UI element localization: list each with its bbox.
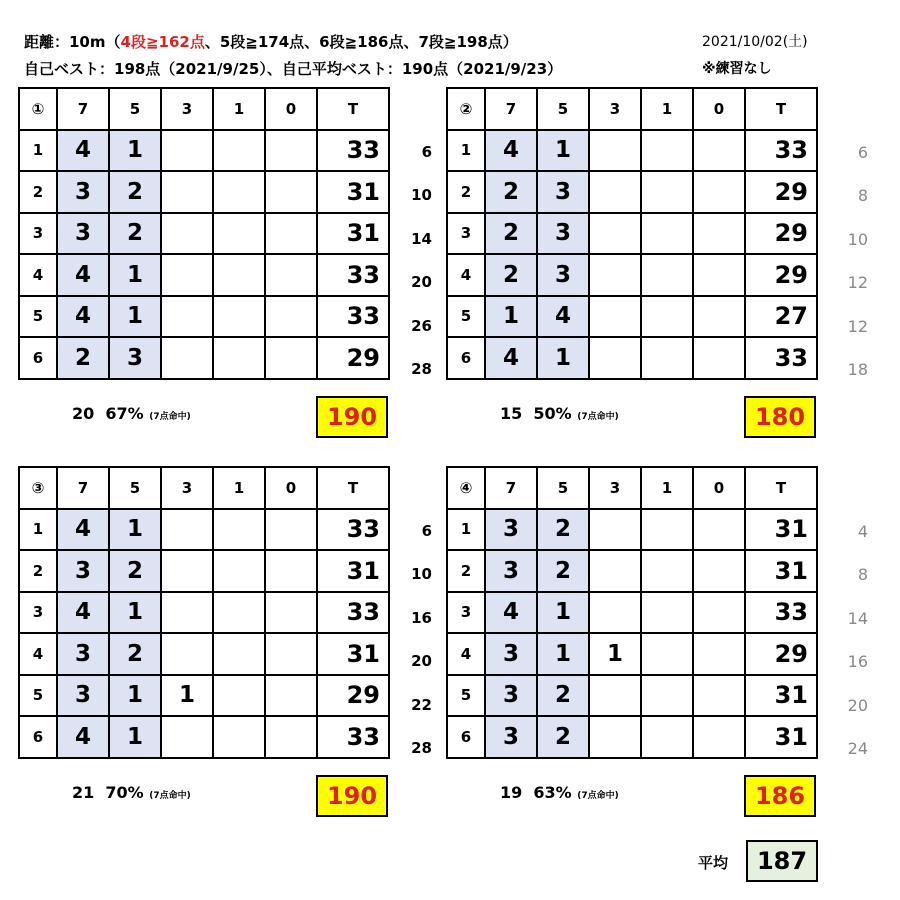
score-cell: 1 [109, 509, 161, 551]
end-total: 31 [317, 633, 389, 675]
score-cell: 1 [537, 633, 589, 675]
score-cell [589, 130, 641, 172]
score-cell [213, 337, 265, 379]
cumulative-count: 12 [847, 316, 868, 336]
score-cell [213, 509, 265, 551]
end-total: 29 [745, 633, 817, 675]
score-cell: 2 [109, 633, 161, 675]
score-cell [693, 254, 745, 296]
hit-count: 21 [72, 782, 95, 802]
score-cell: 2 [537, 675, 589, 717]
hit-summary [500, 783, 619, 802]
column-header: T [317, 88, 389, 130]
cumulative-count: 8 [857, 565, 868, 584]
hit-summary [72, 783, 191, 802]
score-cell [693, 337, 745, 379]
grade-4-threshold: 4段≧162点 [120, 33, 205, 51]
score-cell [161, 716, 213, 758]
score-cell [589, 337, 641, 379]
score-cell: 4 [537, 296, 589, 338]
score-cell: 3 [537, 171, 589, 213]
column-header: 0 [265, 88, 317, 130]
end-row [19, 592, 389, 634]
round-total: 190 [316, 775, 388, 817]
end-row [447, 675, 817, 717]
end-total: 29 [745, 254, 817, 296]
score-cell [265, 130, 317, 172]
end-number: 6 [447, 716, 485, 758]
end-number: 5 [447, 675, 485, 717]
cumulative-count: 16 [847, 652, 868, 671]
score-cell [265, 592, 317, 634]
score-cell: 2 [109, 213, 161, 255]
score-cell: 3 [485, 550, 537, 592]
hit-note: (7点命中) [149, 411, 191, 422]
score-cell [641, 675, 693, 717]
score-cell [589, 675, 641, 717]
score-cell [213, 592, 265, 634]
round-label: ④ [447, 467, 485, 509]
end-total: 29 [745, 171, 817, 213]
score-cell [641, 592, 693, 634]
score-cell [641, 171, 693, 213]
column-header: 5 [109, 467, 161, 509]
hit-count: 15 [500, 403, 523, 423]
hit-count: 19 [500, 782, 523, 802]
cumulative-count: 26 [411, 316, 432, 335]
end-row [447, 171, 817, 213]
end-total: 33 [745, 130, 817, 172]
score-cell [693, 296, 745, 338]
end-number: 4 [19, 633, 57, 675]
end-number: 4 [19, 254, 57, 296]
score-cell [265, 337, 317, 379]
score-cell: 4 [57, 130, 109, 172]
score-cell: 3 [485, 675, 537, 717]
end-number: 2 [447, 171, 485, 213]
round-total: 186 [744, 775, 816, 817]
end-total: 29 [317, 337, 389, 379]
cumulative-count: 10 [411, 565, 432, 583]
hit-percent: 63% [533, 782, 572, 802]
cumulative-count: 20 [847, 695, 868, 715]
score-cell [641, 254, 693, 296]
end-number: 4 [447, 254, 485, 296]
hit-count: 20 [72, 403, 95, 423]
end-total: 31 [317, 213, 389, 255]
column-header: 5 [109, 88, 161, 130]
score-cell [213, 296, 265, 338]
score-cell [161, 130, 213, 172]
end-row [447, 633, 817, 675]
score-cell [693, 675, 745, 717]
score-cell [161, 254, 213, 296]
score-cell: 2 [537, 716, 589, 758]
score-cell: 1 [109, 592, 161, 634]
column-header: 0 [265, 467, 317, 509]
score-cell: 3 [57, 550, 109, 592]
distance-prefix: 距離：10m（ [24, 33, 121, 51]
column-header: 3 [161, 467, 213, 509]
score-cell [693, 550, 745, 592]
end-row [19, 550, 389, 592]
score-cell [161, 633, 213, 675]
end-total: 31 [317, 550, 389, 592]
score-cell [265, 213, 317, 255]
distance-line [24, 31, 518, 52]
score-cell: 1 [537, 130, 589, 172]
score-cell [589, 296, 641, 338]
score-cell [161, 550, 213, 592]
end-total: 33 [317, 296, 389, 338]
column-header: 1 [641, 467, 693, 509]
end-number: 6 [447, 337, 485, 379]
end-row [447, 716, 817, 758]
score-cell: 3 [537, 213, 589, 255]
score-cell: 1 [537, 337, 589, 379]
score-cell [213, 213, 265, 255]
grade-thresholds: 、5段≧174点、6段≧186点、7段≧198点） [204, 33, 518, 51]
hit-note: (7点命中) [577, 790, 619, 801]
end-total: 33 [317, 592, 389, 634]
end-row [19, 716, 389, 758]
round-label: ② [447, 88, 485, 130]
score-cell: 2 [109, 550, 161, 592]
end-row [447, 592, 817, 634]
end-total: 31 [745, 550, 817, 592]
score-cell [589, 213, 641, 255]
score-cell [693, 130, 745, 172]
cumulative-count: 14 [411, 229, 432, 248]
column-header: 1 [641, 88, 693, 130]
score-cell [213, 633, 265, 675]
cumulative-count: 6 [421, 142, 432, 161]
end-row [447, 509, 817, 551]
score-cell [589, 550, 641, 592]
score-cell [641, 130, 693, 172]
end-total: 33 [317, 130, 389, 172]
score-cell: 2 [57, 337, 109, 379]
score-cell [693, 633, 745, 675]
end-number: 3 [19, 213, 57, 255]
column-header: 3 [161, 88, 213, 130]
end-total: 31 [745, 675, 817, 717]
hit-summary [72, 404, 191, 423]
score-cell: 2 [485, 254, 537, 296]
cumulative-count: 10 [411, 186, 432, 204]
score-cell: 1 [109, 130, 161, 172]
score-cell [213, 550, 265, 592]
score-cell [589, 592, 641, 634]
cumulative-count: 20 [411, 652, 432, 670]
score-cell [213, 171, 265, 213]
end-row [19, 337, 389, 379]
column-header: T [317, 467, 389, 509]
end-total: 31 [745, 509, 817, 551]
end-total: 33 [317, 254, 389, 296]
score-cell [213, 254, 265, 296]
score-cell [589, 509, 641, 551]
column-header: T [745, 467, 817, 509]
end-total: 29 [745, 213, 817, 255]
end-number: 2 [447, 550, 485, 592]
round-total: 180 [744, 396, 816, 438]
score-cell: 2 [485, 171, 537, 213]
score-cell: 1 [485, 296, 537, 338]
cumulative-count: 14 [847, 608, 868, 628]
column-header: 3 [589, 467, 641, 509]
round-1-table [18, 87, 390, 380]
hit-summary [500, 404, 619, 423]
score-cell [213, 675, 265, 717]
column-header: 1 [213, 88, 265, 130]
hit-percent: 70% [105, 782, 144, 802]
cumulative-count: 28 [411, 360, 432, 378]
score-cell [161, 296, 213, 338]
score-cell: 4 [57, 509, 109, 551]
score-cell [265, 254, 317, 296]
score-cell [161, 592, 213, 634]
score-cell [641, 296, 693, 338]
hit-percent: 50% [533, 403, 572, 423]
end-number: 4 [447, 633, 485, 675]
score-cell [693, 213, 745, 255]
cumulative-count: 12 [847, 273, 868, 292]
round-3-table [18, 466, 390, 759]
score-cell: 4 [485, 337, 537, 379]
end-row [19, 675, 389, 717]
score-cell [693, 716, 745, 758]
score-cell: 2 [537, 509, 589, 551]
hit-note: (7点命中) [149, 790, 191, 801]
score-cell [265, 296, 317, 338]
score-cell: 4 [57, 296, 109, 338]
round-label: ① [19, 88, 57, 130]
column-header: 7 [57, 88, 109, 130]
cumulative-count: 4 [857, 521, 868, 541]
score-cell [693, 592, 745, 634]
round-label: ③ [19, 467, 57, 509]
score-cell [265, 633, 317, 675]
score-cell [161, 213, 213, 255]
score-cell [213, 716, 265, 758]
score-cell [641, 550, 693, 592]
score-cell [641, 213, 693, 255]
score-cell [589, 716, 641, 758]
end-total: 31 [745, 716, 817, 758]
round-total: 190 [316, 396, 388, 438]
score-cell: 2 [485, 213, 537, 255]
score-cell: 3 [109, 337, 161, 379]
personal-best-line: 自己ベスト：198点（2021/9/25）、自己平均ベスト：190点（2021/9/23） [24, 60, 563, 78]
score-cell [641, 716, 693, 758]
end-number: 5 [19, 296, 57, 338]
end-number: 1 [447, 509, 485, 551]
column-header: 7 [485, 467, 537, 509]
score-cell: 1 [109, 716, 161, 758]
score-cell [693, 509, 745, 551]
end-number: 2 [19, 550, 57, 592]
score-cell: 2 [537, 550, 589, 592]
column-header: 5 [537, 88, 589, 130]
end-number: 3 [447, 592, 485, 634]
column-header: T [745, 88, 817, 130]
end-total: 33 [745, 337, 817, 379]
end-row [19, 130, 389, 172]
cumulative-count: 6 [857, 142, 868, 162]
end-number: 5 [447, 296, 485, 338]
score-cell [213, 130, 265, 172]
score-cell: 3 [537, 254, 589, 296]
end-number: 1 [447, 130, 485, 172]
score-cell: 3 [485, 509, 537, 551]
cumulative-count: 18 [847, 360, 868, 379]
score-cell: 1 [537, 592, 589, 634]
practice-note: ※練習なし [702, 61, 772, 77]
average-value: 187 [746, 840, 818, 882]
cumulative-count: 24 [847, 739, 868, 758]
end-row [447, 337, 817, 379]
end-row [19, 213, 389, 255]
end-row [19, 254, 389, 296]
score-cell: 1 [589, 633, 641, 675]
score-cell: 1 [161, 675, 213, 717]
cumulative-count: 20 [411, 273, 432, 291]
end-total: 33 [745, 592, 817, 634]
score-cell [265, 171, 317, 213]
cumulative-count: 28 [411, 739, 432, 757]
end-row [19, 296, 389, 338]
score-cell: 2 [109, 171, 161, 213]
end-row [447, 254, 817, 296]
score-cell: 4 [57, 716, 109, 758]
end-row [19, 171, 389, 213]
round-4-table [446, 466, 818, 759]
date-label: 2021/10/02(土) [702, 34, 808, 50]
cumulative-count: 22 [411, 695, 432, 714]
score-cell [265, 675, 317, 717]
end-total: 27 [745, 296, 817, 338]
score-cell: 1 [109, 296, 161, 338]
score-cell [641, 633, 693, 675]
score-cell [589, 171, 641, 213]
end-row [19, 633, 389, 675]
cumulative-count: 8 [857, 186, 868, 205]
score-cell: 4 [57, 254, 109, 296]
score-cell [161, 171, 213, 213]
column-header: 3 [589, 88, 641, 130]
column-header: 0 [693, 467, 745, 509]
hit-note: (7点命中) [577, 411, 619, 422]
cumulative-count: 6 [421, 521, 432, 540]
score-cell: 1 [109, 675, 161, 717]
column-header: 7 [485, 88, 537, 130]
end-row [447, 213, 817, 255]
column-header: 7 [57, 467, 109, 509]
end-total: 29 [317, 675, 389, 717]
round-2-table [446, 87, 818, 380]
column-header: 0 [693, 88, 745, 130]
score-cell: 3 [57, 633, 109, 675]
score-cell [265, 550, 317, 592]
score-cell [265, 509, 317, 551]
score-cell: 3 [57, 171, 109, 213]
score-cell: 3 [485, 716, 537, 758]
score-cell [589, 254, 641, 296]
hit-percent: 67% [105, 403, 144, 423]
cumulative-count: 10 [847, 229, 868, 249]
score-cell: 3 [485, 633, 537, 675]
score-cell: 4 [57, 592, 109, 634]
average-label: 平均 [698, 854, 729, 872]
column-header: 5 [537, 467, 589, 509]
end-number: 1 [19, 509, 57, 551]
score-cell [641, 337, 693, 379]
end-number: 1 [19, 130, 57, 172]
end-number: 3 [19, 592, 57, 634]
score-cell [265, 716, 317, 758]
end-total: 33 [317, 509, 389, 551]
end-row [447, 550, 817, 592]
end-total: 31 [317, 171, 389, 213]
end-number: 5 [19, 675, 57, 717]
end-total: 33 [317, 716, 389, 758]
end-number: 6 [19, 337, 57, 379]
score-cell: 4 [485, 592, 537, 634]
score-cell: 3 [57, 675, 109, 717]
end-number: 2 [19, 171, 57, 213]
score-cell [641, 509, 693, 551]
score-cell: 3 [57, 213, 109, 255]
score-cell: 1 [109, 254, 161, 296]
end-row [19, 509, 389, 551]
end-row [447, 296, 817, 338]
score-cell [693, 171, 745, 213]
cumulative-count: 16 [411, 608, 432, 627]
end-row [447, 130, 817, 172]
score-cell [161, 509, 213, 551]
end-number: 6 [19, 716, 57, 758]
score-cell: 4 [485, 130, 537, 172]
column-header: 1 [213, 467, 265, 509]
end-number: 3 [447, 213, 485, 255]
score-cell [161, 337, 213, 379]
